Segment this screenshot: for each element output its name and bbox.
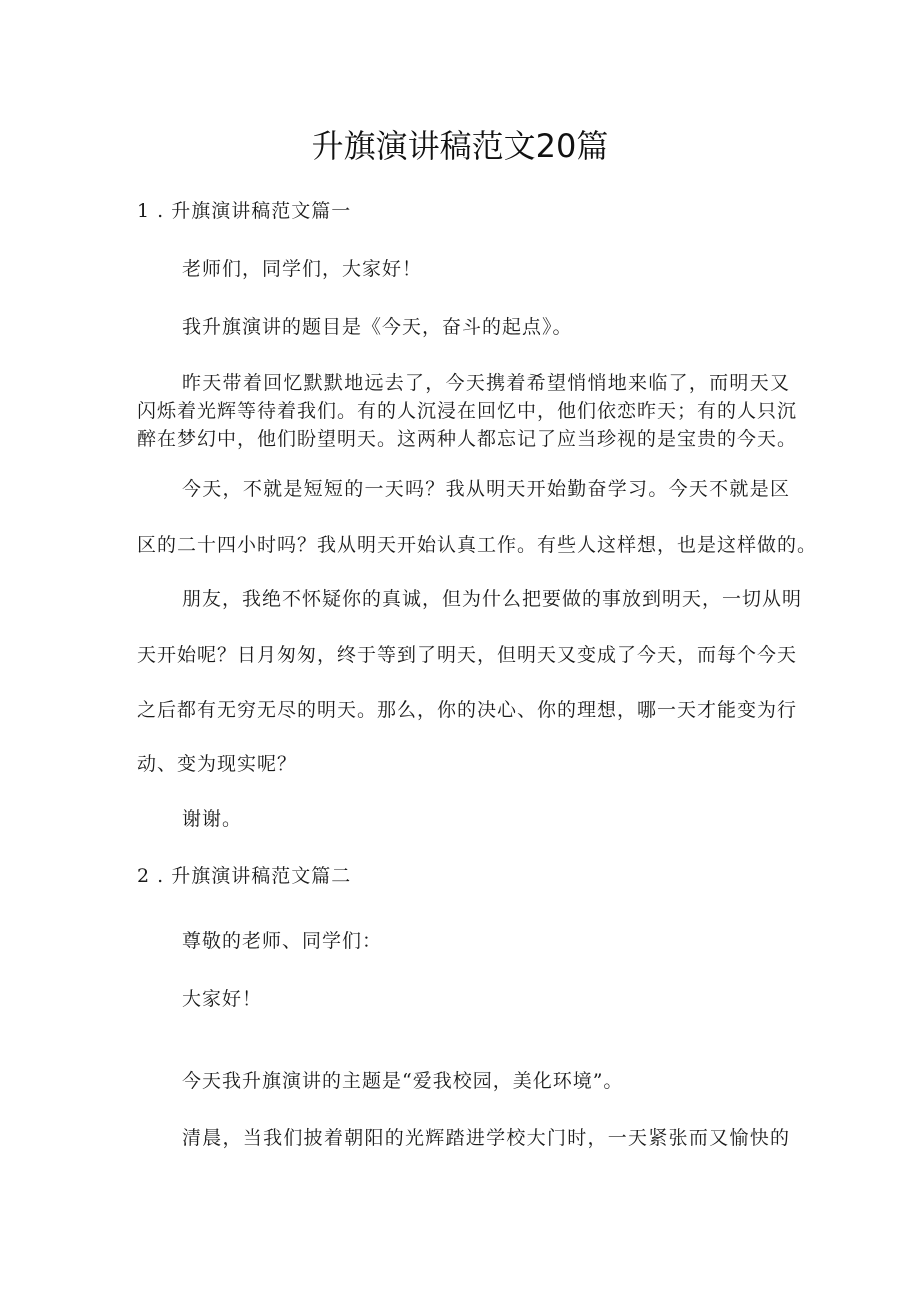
paragraph-line: 天开始呢？日月匆匆，终于等到了明天，但明天又变成了今天，而每个今天 [137, 644, 798, 666]
section-heading-2: 2 . 升旗演讲稿范文篇二 [137, 865, 352, 887]
paragraph-line: 区的二十四小时吗？我从明天开始认真工作。有些人这样想，也是这样做的。 [137, 534, 818, 556]
paragraph-line: 我升旗演讲的题目是《今天，奋斗的起点》。 [182, 316, 573, 338]
paragraph-line: 昨天带着回忆默默地远去了，今天携着希望悄悄地来临了，而明天又 [182, 372, 790, 394]
paragraph-line: 清晨，当我们披着朝阳的光辉踏进学校大门时，一天紧张而又愉快的 [182, 1127, 790, 1149]
paragraph-line: 动、变为现实呢？ [137, 753, 298, 775]
paragraph-line: 大家好！ [182, 988, 263, 1010]
paragraph-line: 朋友，我绝不怀疑你的真诚，但为什么把要做的事放到明天，一切从明 [182, 588, 803, 610]
paragraph-line: 醉在梦幻中，他们盼望明天。这两种人都忘记了应当珍视的是宝贵的今天。 [137, 428, 798, 450]
section-heading-1: 1 . 升旗演讲稿范文篇一 [137, 200, 352, 222]
document-title: 升旗演讲稿范文20篇 [311, 127, 609, 165]
paragraph-line: 谢谢。 [182, 808, 243, 830]
paragraph-line: 今天，不就是短短的一天吗？我从明天开始勤奋学习。今天不就是区 [182, 478, 790, 500]
paragraph-line: 尊敬的老师、同学们： [182, 930, 383, 952]
paragraph-line: 之后都有无穷无尽的明天。那么，你的决心、你的理想，哪一天才能变为行 [137, 699, 798, 721]
paragraph-line: 老师们，同学们，大家好！ [182, 258, 423, 280]
paragraph-line: 今天我升旗演讲的主题是“爱我校园，美化环境”。 [182, 1070, 624, 1092]
paragraph-line: 闪烁着光辉等待着我们。有的人沉浸在回忆中，他们依恋昨天；有的人只沉 [137, 400, 798, 422]
